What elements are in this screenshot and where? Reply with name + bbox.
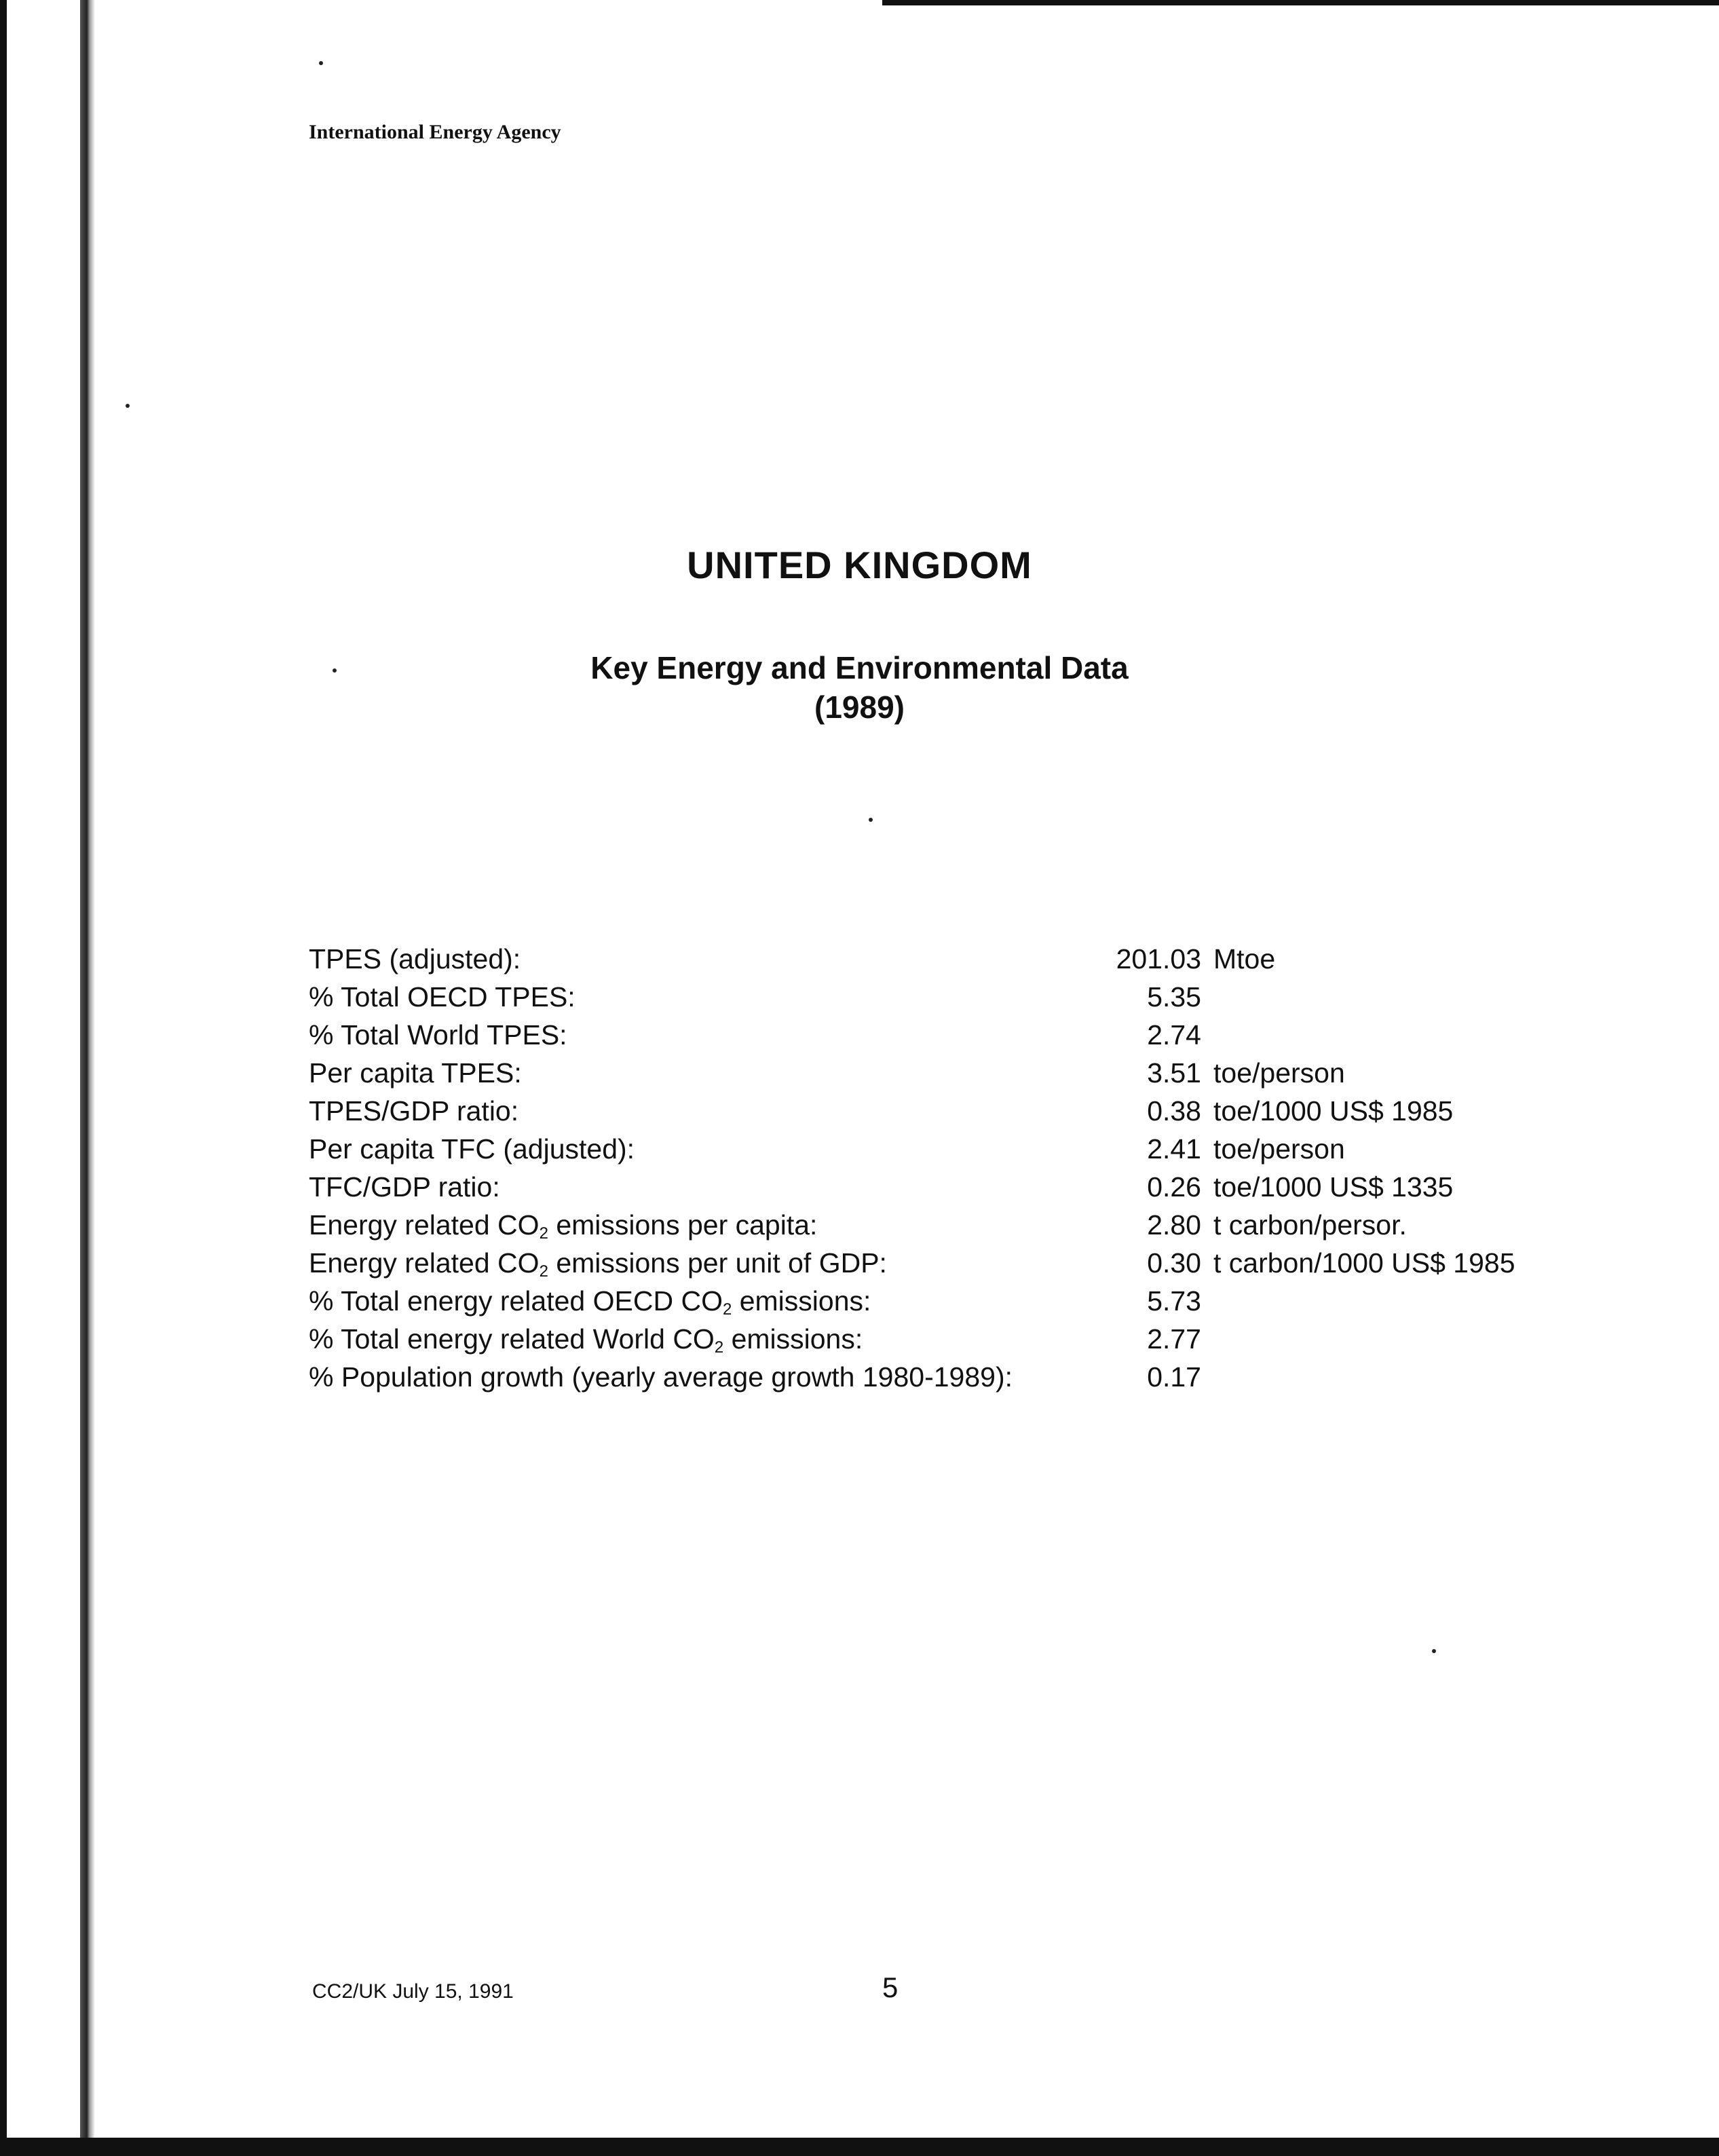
scan-speck [126,404,130,408]
row-value-number: 201.03 [1116,943,1201,975]
row-label-text: % Total OECD TPES: [309,981,575,1013]
row-label [309,1054,522,1092]
row-label-text: Per capita TPES: [309,1057,522,1089]
row-value-number: 0.17 [1147,1361,1201,1393]
row-value-unit: toe/person [1213,1057,1345,1089]
subtitle-line-2: (1989) [814,689,905,725]
row-value-number: 2.74 [1147,1019,1201,1051]
row-value [1127,1320,1213,1358]
row-label [309,1130,635,1168]
row-label-subscript: 2 [539,1224,548,1243]
row-value-unit: t carbon/persor. [1213,1209,1407,1241]
row-label-text: % Total energy related World CO [309,1323,715,1355]
row-label-text: % Total World TPES: [309,1019,567,1051]
row-value [1127,1054,1345,1092]
row-value-number: 5.35 [1147,981,1201,1013]
data-row [309,1206,1632,1244]
page-title: UNITED KINGDOM [687,544,1032,586]
data-row [309,1054,1632,1092]
row-value [1127,1244,1515,1282]
row-label-text: % Total energy related OECD CO [309,1285,723,1317]
page-number: 5 [882,1971,899,2003]
scan-top-edge [882,0,1719,5]
row-label-text: Energy related CO [309,1209,540,1241]
row-label-subscript: 2 [722,1300,732,1319]
scan-speck [333,668,337,673]
row-value-number: 0.26 [1147,1171,1201,1203]
row-label-text: TPES/GDP ratio: [309,1095,519,1127]
row-value-number: 2.80 [1147,1209,1201,1241]
agency-header: International Energy Agency [309,121,561,143]
data-row [309,1358,1632,1396]
row-value [1127,1092,1453,1130]
row-label-text: Per capita TFC (adjusted): [309,1133,635,1165]
row-value-number: 3.51 [1147,1057,1201,1089]
row-value-number: 2.77 [1147,1323,1201,1355]
data-row [309,1282,1632,1320]
row-label-text: TPES (adjusted): [309,943,521,975]
data-row [309,1092,1632,1130]
row-value [1127,1130,1345,1168]
row-label-suffix: emissions per capita: [548,1209,818,1241]
row-value-unit: Mtoe [1213,943,1276,975]
scan-speck [319,61,323,65]
row-label [309,978,575,1016]
row-value-number: 0.38 [1147,1095,1201,1127]
row-label [309,1168,500,1206]
row-label-text: % Population growth (yearly average growth 1980-1989): [309,1361,1013,1393]
row-label-subscript: 2 [539,1262,548,1281]
scan-bottom-edge [0,2138,1719,2156]
row-label-suffix: emissions per unit of GDP: [548,1247,887,1279]
row-label-text: TFC/GDP ratio: [309,1171,500,1203]
row-label [309,940,521,978]
row-value [1086,940,1275,978]
row-label [309,1092,518,1130]
row-value [1127,1206,1407,1244]
row-label [309,1244,887,1282]
row-value [1127,1168,1453,1206]
row-value [1127,1358,1213,1396]
subtitle-line-1: Key Energy and Environmental Data [590,650,1129,685]
data-row [309,978,1632,1016]
row-label [309,1016,567,1054]
data-row [309,1320,1632,1358]
row-label-text: Energy related CO [309,1247,540,1279]
row-value-number: 5.73 [1147,1285,1201,1317]
page-subtitle [0,648,1719,727]
row-value [1127,1282,1213,1320]
scan-speck [1432,1649,1436,1653]
data-row [309,940,1632,978]
row-label-suffix: emissions: [732,1285,871,1317]
scan-left-edge [0,0,95,2156]
data-row [309,1244,1632,1282]
data-row [309,1168,1632,1206]
data-row [309,1016,1632,1054]
row-value-unit: toe/1000 US$ 1985 [1213,1095,1454,1127]
row-value-unit: toe/person [1213,1133,1345,1165]
row-label-suffix: emissions: [723,1323,863,1355]
row-label [309,1282,871,1320]
row-value-unit: toe/1000 US$ 1335 [1213,1171,1454,1203]
row-label-subscript: 2 [714,1338,724,1357]
row-label [309,1320,863,1358]
data-row [309,1130,1632,1168]
key-data-table [309,940,1632,1396]
row-label [309,1206,817,1244]
row-value-number: 0.30 [1147,1247,1201,1279]
row-value-number: 2.41 [1147,1133,1201,1165]
row-label [309,1358,1013,1396]
row-value [1127,1016,1213,1054]
document-code: CC2/UK July 15, 1991 [312,1980,514,2003]
row-value [1127,978,1213,1016]
scan-speck [869,818,873,822]
row-value-unit: t carbon/1000 US$ 1985 [1213,1247,1515,1279]
